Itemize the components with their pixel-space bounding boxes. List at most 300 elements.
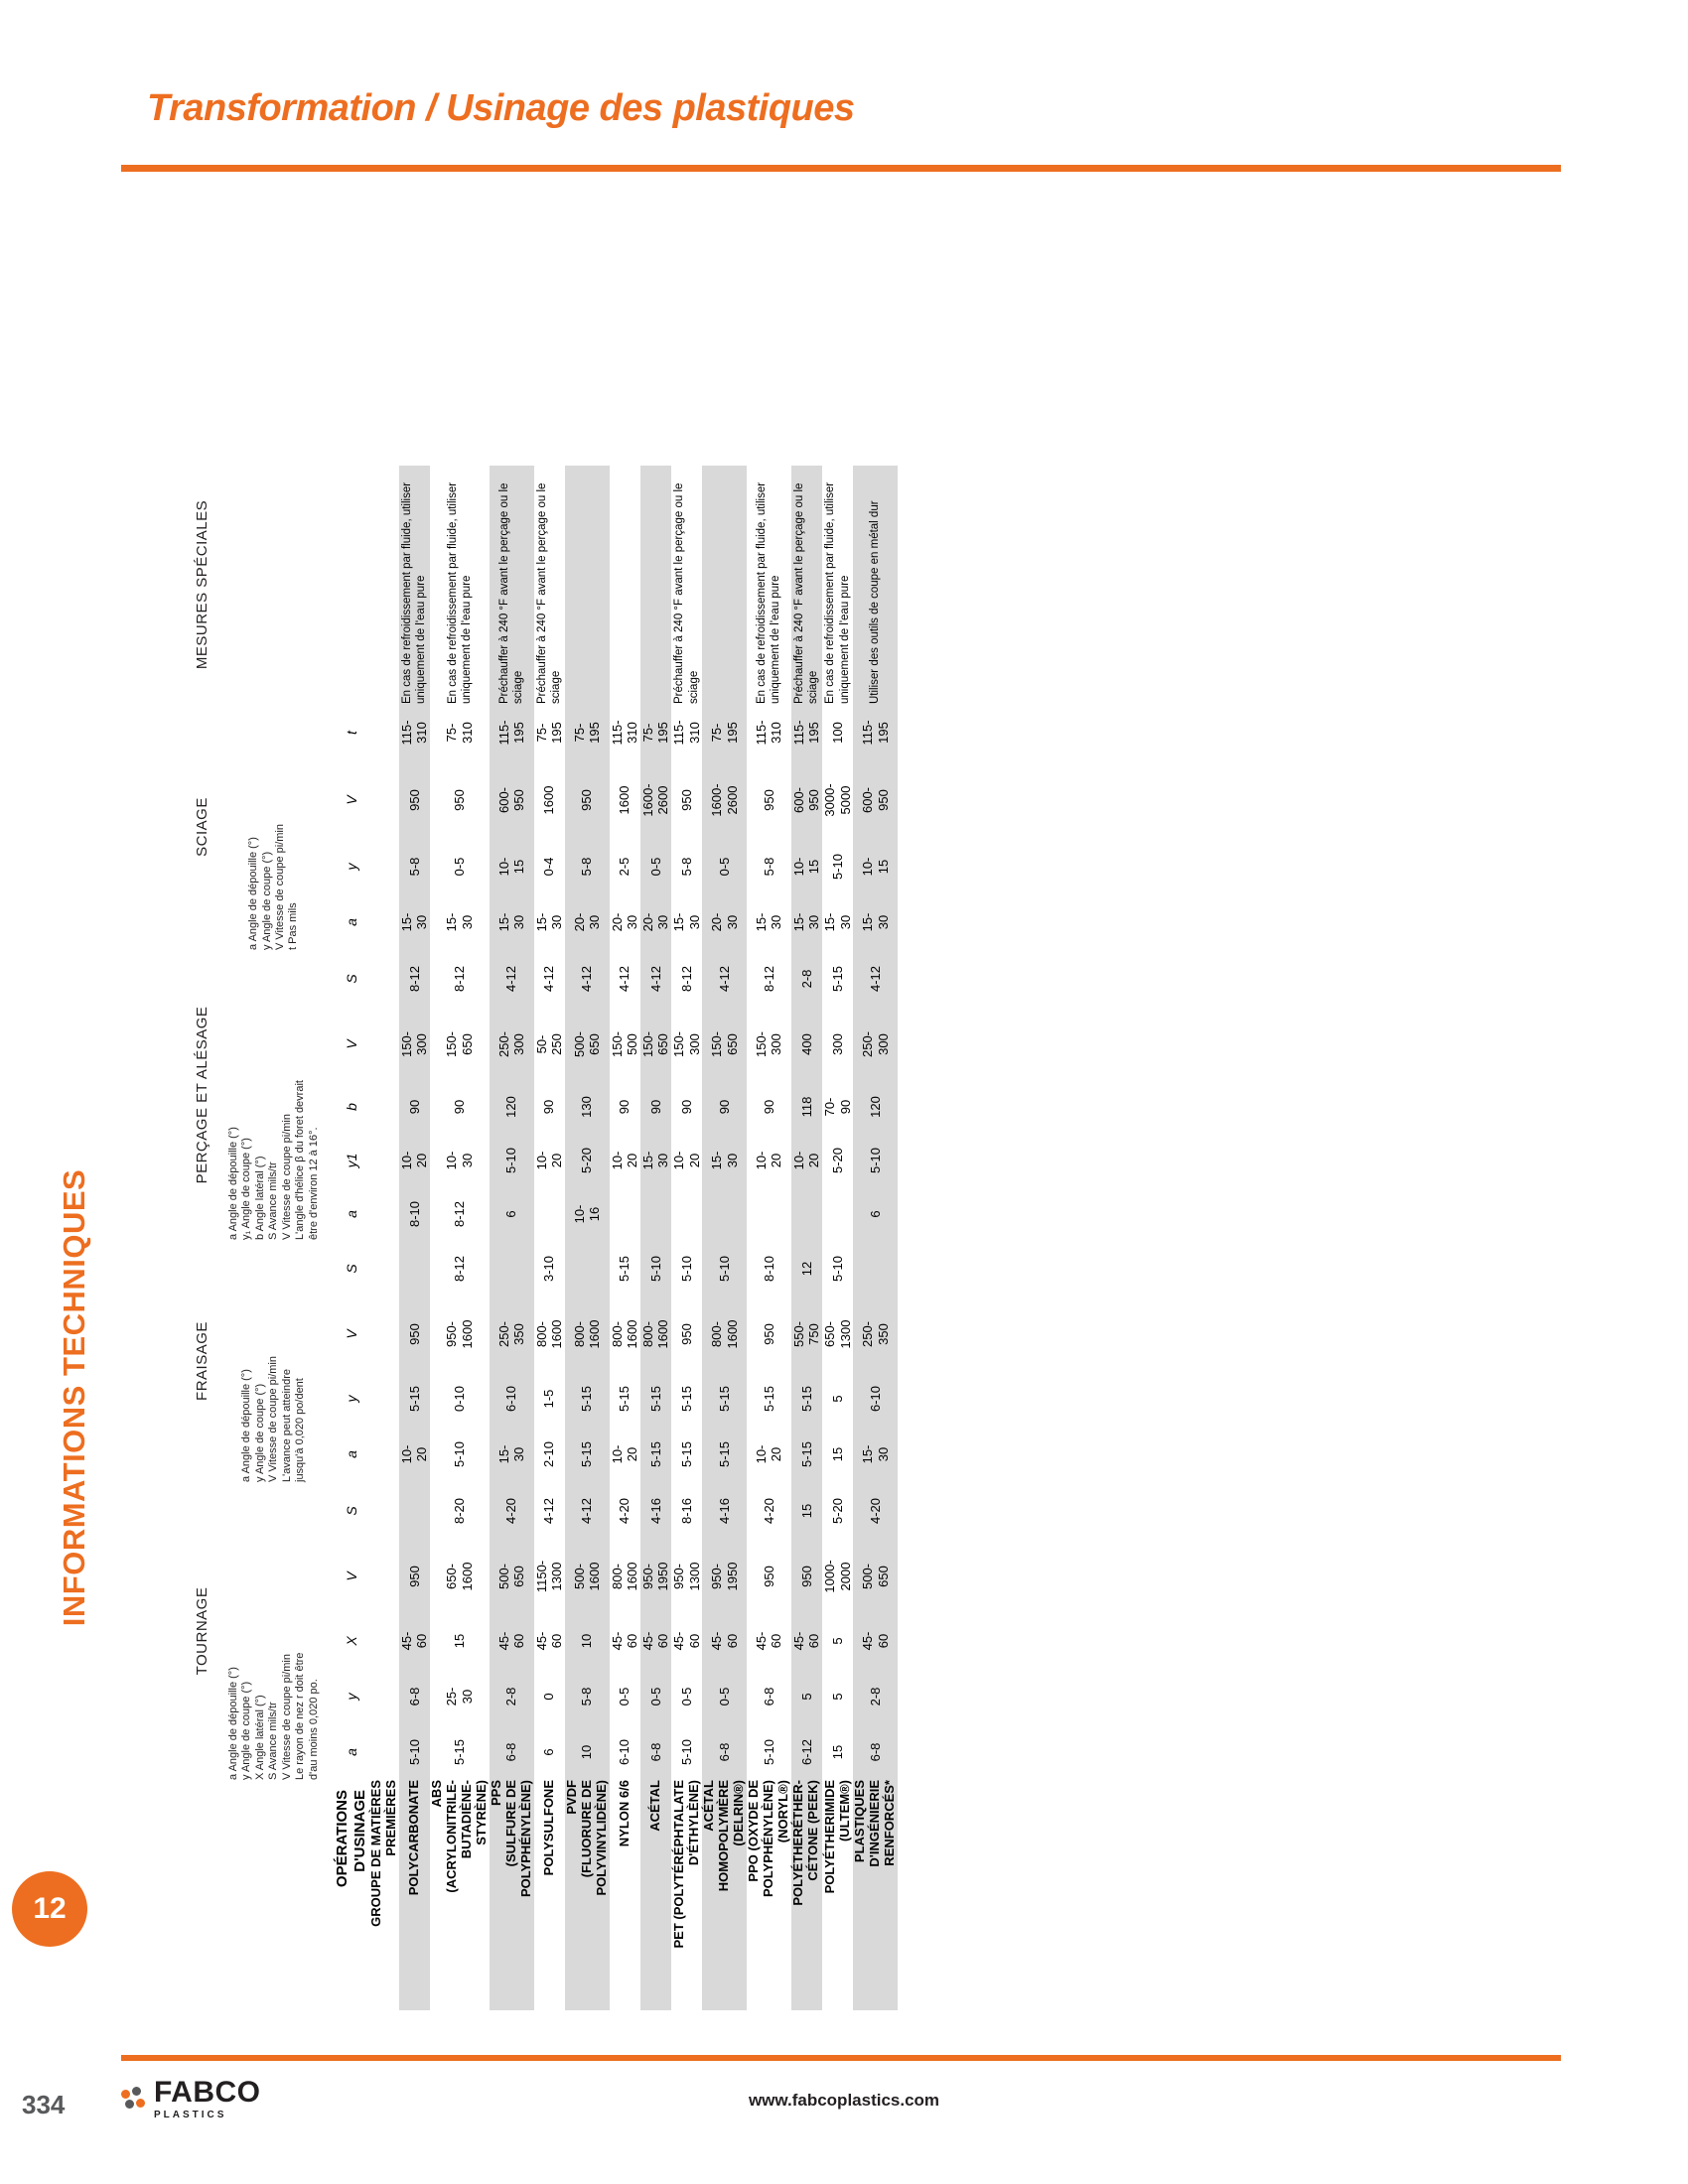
empty-cell: [369, 1613, 399, 1669]
empty-cell: [369, 761, 399, 839]
cell-tournage-a: 6-8: [702, 1724, 747, 1780]
cell-sciage-V: 1600- 2600: [702, 761, 747, 839]
group-header-sciage: SCIAGE: [193, 797, 211, 857]
cell-fraisage-a: 5-15: [640, 1427, 671, 1482]
cell-percage-V: 300: [822, 1008, 853, 1081]
colhead-fraisage-V: V: [344, 1329, 359, 1339]
legend-sciage: a Angle de dépouille (°) y Angle de coupe (°) V Vitesse de coupe pi/min t Pas mils: [247, 824, 300, 950]
cell-sciage-V: 1600- 2600: [640, 761, 671, 839]
cell-tournage-X: 10: [565, 1613, 610, 1669]
cell-percage-b: 90: [702, 1081, 747, 1133]
cell-fraisage-a: 5-15: [702, 1427, 747, 1482]
cell-fraisage-y: 5-15: [610, 1371, 640, 1427]
cell-percage-a: [640, 1188, 671, 1240]
cell-percage-y1: 10- 30: [430, 1133, 490, 1188]
cell-tournage-V: 950- 1950: [640, 1540, 671, 1613]
empty-cell: [369, 1240, 399, 1297]
cell-tournage-y: 5-8: [565, 1669, 610, 1724]
cell-tournage-S: 8-20: [430, 1482, 490, 1540]
cell-fraisage-S: 8-10: [747, 1240, 791, 1297]
cell-tournage-S: 4-16: [702, 1482, 747, 1540]
section-label: INFORMATIONS TECHNIQUES: [57, 1168, 91, 1627]
material-name: POLYÉTHERÉTHER- CÉTONE (PEEK): [791, 1780, 822, 2010]
table-column-header-row: [334, 466, 369, 2010]
cell-fraisage-V: 950: [399, 1297, 430, 1371]
cell-sciage-a: 15- 30: [490, 894, 534, 950]
cell-fraisage-S: [399, 1240, 430, 1297]
cell-fraisage-V: 800- 1600: [702, 1297, 747, 1371]
cell-fraisage-y: 5-15: [640, 1371, 671, 1427]
cell-percage-b: 90: [640, 1081, 671, 1133]
empty-cell: [369, 1540, 399, 1613]
colhead-percage-a: a: [344, 1210, 359, 1218]
cell-sciage-y: 10- 15: [490, 839, 534, 894]
cell-sciage-V: 600- 950: [853, 761, 898, 839]
colhead-tournage-y: y: [344, 1693, 359, 1701]
cell-percage-V: 150- 650: [702, 1008, 747, 1081]
cell-sciage-y: 0-4: [534, 839, 565, 894]
cell-tournage-y: 5: [791, 1669, 822, 1724]
cell-sciage-a: 20- 30: [640, 894, 671, 950]
cell-percage-b: 118: [791, 1081, 822, 1133]
cell-fraisage-y: 5: [822, 1371, 853, 1427]
group-header-fraisage: FRAISAGE: [193, 1321, 211, 1401]
cell-mesures-speciales: [640, 466, 671, 704]
cell-tournage-V: 1000- 2000: [822, 1540, 853, 1613]
group-header-mesures-speciales: MESURES SPÉCIALES: [193, 499, 211, 670]
cell-tournage-X: 45- 60: [747, 1613, 791, 1669]
cell-fraisage-S: 5-10: [671, 1240, 702, 1297]
cell-mesures-speciales: Utiliser des outils de coupe en métal dur: [853, 466, 898, 704]
cell-tournage-V: 500- 1600: [565, 1540, 610, 1613]
cell-tournage-S: 4-20: [853, 1482, 898, 1540]
cell-tournage-y: 0-5: [640, 1669, 671, 1724]
cell-sciage-V: 950: [565, 761, 610, 839]
cell-percage-a: [702, 1188, 747, 1240]
cell-fraisage-y: 5-15: [671, 1371, 702, 1427]
cell-sciage-t: 75- 310: [430, 704, 490, 761]
cell-fraisage-S: [490, 1240, 534, 1297]
cell-percage-a: [791, 1188, 822, 1240]
cell-mesures-speciales: En cas de refroidissement par fluide, utiliser uniquement de l'eau pure: [399, 466, 430, 704]
cell-tournage-a: 6: [534, 1724, 565, 1780]
cell-tournage-a: 15: [822, 1724, 853, 1780]
cell-sciage-a: 15- 30: [399, 894, 430, 950]
cell-sciage-y: 10- 15: [853, 839, 898, 894]
cell-percage-V: 150- 300: [399, 1008, 430, 1081]
empty-cell: [369, 1081, 399, 1133]
cell-sciage-y: 5-8: [671, 839, 702, 894]
chapter-badge: 12: [12, 1871, 87, 1947]
cell-tournage-y: 0-5: [610, 1669, 640, 1724]
cell-tournage-y: 0-5: [702, 1669, 747, 1724]
colhead-percage-b: b: [344, 1103, 359, 1111]
cell-percage-b: 120: [853, 1081, 898, 1133]
cell-tournage-X: 45- 60: [671, 1613, 702, 1669]
table-row: [853, 466, 898, 2010]
empty-cell: [369, 1297, 399, 1371]
material-name: POLYÉTHERIMIDE (ULTEM®): [822, 1780, 853, 2010]
cell-percage-S: 4-12: [610, 950, 640, 1008]
cell-percage-y1: 5-20: [822, 1133, 853, 1188]
table-row: [534, 466, 565, 2010]
cell-percage-b: 90: [534, 1081, 565, 1133]
material-name: PLASTIQUES D'INGÉNIERIE RENFORCÉS*: [853, 1780, 898, 2010]
cell-percage-b: 90: [747, 1081, 791, 1133]
cell-percage-y1: 5-20: [565, 1133, 610, 1188]
cell-sciage-a: 15- 30: [671, 894, 702, 950]
cell-tournage-a: 6-8: [490, 1724, 534, 1780]
cell-tournage-S: 4-20: [610, 1482, 640, 1540]
cell-percage-S: 5-15: [822, 950, 853, 1008]
cell-tournage-S: 4-12: [534, 1482, 565, 1540]
cell-sciage-V: 600- 950: [791, 761, 822, 839]
cell-percage-a: 10- 16: [565, 1188, 610, 1240]
colhead-percage-S: S: [344, 974, 359, 984]
group-header-tournage: TOURNAGE: [193, 1586, 211, 1676]
cell-fraisage-S: [565, 1240, 610, 1297]
legend-mesures-speciales: [214, 466, 334, 704]
cell-sciage-a: 20- 30: [610, 894, 640, 950]
cell-sciage-a: 20- 30: [702, 894, 747, 950]
table-matieres-row: [369, 466, 399, 2010]
table-legend-row: [214, 466, 334, 2010]
colhead-sciage-y: y: [344, 863, 359, 871]
cell-percage-b: 90: [671, 1081, 702, 1133]
cell-sciage-V: 950: [430, 761, 490, 839]
cell-sciage-t: 75- 195: [565, 704, 610, 761]
cell-tournage-a: 5-10: [747, 1724, 791, 1780]
legend-percage: a Angle de dépouille (°) y₁ Angle de coupe (°) b Angle latéral (°) S Avance mils/tr V Vitesse de coupe pi/min L'angle d'hélice β du foret devrait être d'environ 12 à 16°.: [227, 1080, 320, 1240]
logo-subtext: PLASTICS: [154, 2110, 227, 2120]
cell-tournage-X: 45- 60: [610, 1613, 640, 1669]
cell-percage-b: 90: [399, 1081, 430, 1133]
cell-fraisage-V: 250- 350: [490, 1297, 534, 1371]
material-name: PPS (SULFURE DE POLYPHÉNYLÈNE): [490, 1780, 534, 2010]
cell-sciage-y: 0-5: [640, 839, 671, 894]
cell-sciage-t: 115- 195: [490, 704, 534, 761]
cell-percage-y1: 10- 20: [610, 1133, 640, 1188]
cell-tournage-S: 4-12: [565, 1482, 610, 1540]
cell-sciage-V: 1600: [534, 761, 565, 839]
cell-percage-V: 250- 300: [853, 1008, 898, 1081]
footer-divider: [121, 2055, 1561, 2061]
header-divider: [121, 165, 1561, 172]
cell-tournage-a: 10: [565, 1724, 610, 1780]
cell-tournage-X: 45- 60: [490, 1613, 534, 1669]
table-row: [702, 466, 747, 2010]
cell-percage-b: 120: [490, 1081, 534, 1133]
cell-tournage-S: 5-20: [822, 1482, 853, 1540]
cell-tournage-V: 650- 1600: [430, 1540, 490, 1613]
empty-cell: [369, 1133, 399, 1188]
cell-percage-y1: 5-10: [853, 1133, 898, 1188]
cell-fraisage-V: 650- 1300: [822, 1297, 853, 1371]
cell-tournage-a: 6-8: [640, 1724, 671, 1780]
cell-percage-b: 130: [565, 1081, 610, 1133]
cell-sciage-V: 950: [747, 761, 791, 839]
cell-sciage-y: 0-5: [702, 839, 747, 894]
cell-tournage-V: 950: [747, 1540, 791, 1613]
cell-percage-y1: 10- 20: [747, 1133, 791, 1188]
cell-tournage-X: 15: [430, 1613, 490, 1669]
cell-fraisage-y: 5-15: [399, 1371, 430, 1427]
empty-cell: [369, 1371, 399, 1427]
usinage-table: [189, 466, 898, 2010]
cell-percage-S: 8-12: [747, 950, 791, 1008]
cell-percage-V: 150- 650: [430, 1008, 490, 1081]
material-name: PPO (OXYDE DE POLYPHÉNYLÈNE) (NORYL®): [747, 1780, 791, 2010]
cell-tournage-y: 5: [822, 1669, 853, 1724]
cell-mesures-speciales: En cas de refroidissement par fluide, utiliser uniquement de l'eau pure: [430, 466, 490, 704]
cell-tournage-y: 2-8: [853, 1669, 898, 1724]
table-row: [822, 466, 853, 2010]
cell-percage-y1: 10- 20: [534, 1133, 565, 1188]
cell-tournage-a: 5-10: [399, 1724, 430, 1780]
cell-sciage-a: 15- 30: [747, 894, 791, 950]
cell-percage-b: 90: [610, 1081, 640, 1133]
table-group-header-row: [189, 466, 214, 2010]
cell-fraisage-y: 6-10: [490, 1371, 534, 1427]
cell-percage-V: 150- 650: [640, 1008, 671, 1081]
colhead-percage-V: V: [344, 1039, 359, 1049]
cell-percage-V: 500- 650: [565, 1008, 610, 1081]
material-name: POLYSULFONE: [534, 1780, 565, 2010]
cell-percage-S: 4-12: [565, 950, 610, 1008]
cell-fraisage-a: 5-15: [671, 1427, 702, 1482]
cell-fraisage-V: 950: [671, 1297, 702, 1371]
cell-sciage-t: 75- 195: [702, 704, 747, 761]
page-title: Transformation / Usinage des plastiques: [147, 87, 855, 129]
colhead-fraisage-y: y: [344, 1395, 359, 1403]
legend-tournage: a Angle de dépouille (°) y Angle de coupe (°) X Angle latéral (°) S Avance mils/tr V Vitesse de coupe pi/min Le rayon de nez r doit être d'au moins 0,020 po.: [227, 1652, 320, 1780]
cell-tournage-X: 45- 60: [853, 1613, 898, 1669]
cell-sciage-V: 950: [399, 761, 430, 839]
cell-sciage-t: 75- 195: [640, 704, 671, 761]
cell-percage-y1: 10- 20: [399, 1133, 430, 1188]
cell-sciage-y: 5-8: [565, 839, 610, 894]
cell-tournage-S: 4-16: [640, 1482, 671, 1540]
cell-percage-a: [534, 1188, 565, 1240]
cell-sciage-y: 5-10: [822, 839, 853, 894]
empty-cell: [369, 1482, 399, 1540]
cell-sciage-a: 15- 30: [853, 894, 898, 950]
cell-tournage-X: 45- 60: [791, 1613, 822, 1669]
cell-sciage-y: 10- 15: [791, 839, 822, 894]
cell-percage-S: 2-8: [791, 950, 822, 1008]
cell-mesures-speciales: [702, 466, 747, 704]
empty-cell: [369, 894, 399, 950]
cell-tournage-X: 45- 60: [399, 1613, 430, 1669]
cell-tournage-V: 1150- 1300: [534, 1540, 565, 1613]
cell-tournage-V: 950- 1950: [702, 1540, 747, 1613]
cell-sciage-t: 115- 195: [853, 704, 898, 761]
cell-mesures-speciales: [565, 466, 610, 704]
cell-sciage-a: 15- 30: [430, 894, 490, 950]
cell-percage-a: [671, 1188, 702, 1240]
cell-sciage-t: 115- 310: [610, 704, 640, 761]
cell-tournage-a: 5-10: [671, 1724, 702, 1780]
cell-fraisage-S: 12: [791, 1240, 822, 1297]
cell-percage-S: 4-12: [853, 950, 898, 1008]
cell-fraisage-y: 0-10: [430, 1371, 490, 1427]
empty-cell: [369, 1008, 399, 1081]
cell-sciage-t: 115- 310: [671, 704, 702, 761]
cell-percage-b: 90: [430, 1081, 490, 1133]
empty-cell: [369, 466, 399, 704]
cell-sciage-V: 3000- 5000: [822, 761, 853, 839]
groupe-matieres-premieres-label: GROUPE DE MATIÈRES PREMIÈRES: [368, 1780, 398, 1927]
cell-percage-a: [822, 1188, 853, 1240]
cell-fraisage-V: 800- 1600: [565, 1297, 610, 1371]
empty-cell: [369, 704, 399, 761]
cell-tournage-y: 6-8: [399, 1669, 430, 1724]
empty-cell: [369, 950, 399, 1008]
cell-percage-V: 150- 300: [747, 1008, 791, 1081]
cell-percage-S: 4-12: [490, 950, 534, 1008]
cell-fraisage-V: 950- 1600: [430, 1297, 490, 1371]
cell-tournage-V: 800- 1600: [610, 1540, 640, 1613]
cell-sciage-y: 0-5: [430, 839, 490, 894]
footer-url: www.fabcoplastics.com: [748, 2091, 940, 2110]
cell-tournage-X: 45- 60: [702, 1613, 747, 1669]
cell-percage-V: 50- 250: [534, 1008, 565, 1081]
cell-fraisage-a: 15- 30: [490, 1427, 534, 1482]
page-number: 334: [22, 2090, 66, 2119]
cell-percage-S: 4-12: [702, 950, 747, 1008]
cell-fraisage-a: 10- 20: [399, 1427, 430, 1482]
cell-fraisage-S: 5-15: [610, 1240, 640, 1297]
cell-mesures-speciales: En cas de refroidissement par fluide, utiliser uniquement de l'eau pure: [822, 466, 853, 704]
colhead-tournage-V: V: [344, 1571, 359, 1581]
cell-mesures-speciales: En cas de refroidissement par fluide, utiliser uniquement de l'eau pure: [747, 466, 791, 704]
cell-percage-y1: 5-10: [490, 1133, 534, 1188]
cell-sciage-a: 15- 30: [791, 894, 822, 950]
cell-fraisage-V: 800- 1600: [610, 1297, 640, 1371]
cell-percage-a: 6: [853, 1188, 898, 1240]
cell-sciage-a: 15- 30: [822, 894, 853, 950]
cell-percage-y1: 15- 30: [702, 1133, 747, 1188]
cell-fraisage-V: 800- 1600: [534, 1297, 565, 1371]
colhead-mesures-speciales: [334, 466, 369, 704]
group-header-spacer: [189, 1780, 214, 2010]
cell-tournage-y: 0: [534, 1669, 565, 1724]
cell-tournage-V: 950: [791, 1540, 822, 1613]
cell-mesures-speciales: Préchauffer à 240 °F avant le perçage ou le sciage: [534, 466, 565, 704]
colhead-fraisage-a: a: [344, 1450, 359, 1458]
cell-fraisage-y: 1-5: [534, 1371, 565, 1427]
cell-sciage-t: 115- 310: [399, 704, 430, 761]
cell-fraisage-S: 8-12: [430, 1240, 490, 1297]
cell-fraisage-a: 5-10: [430, 1427, 490, 1482]
cell-percage-S: 8-12: [399, 950, 430, 1008]
cell-tournage-V: 500- 650: [490, 1540, 534, 1613]
cell-tournage-V: 950- 1300: [671, 1540, 702, 1613]
cell-sciage-y: 5-8: [399, 839, 430, 894]
cell-percage-y1: 15- 30: [640, 1133, 671, 1188]
colhead-sciage-a: a: [344, 918, 359, 926]
cell-fraisage-S: 5-10: [822, 1240, 853, 1297]
cell-percage-V: 150- 300: [671, 1008, 702, 1081]
cell-mesures-speciales: Préchauffer à 240 °F avant le perçage ou le sciage: [490, 466, 534, 704]
cell-percage-a: 8-10: [399, 1188, 430, 1240]
cell-fraisage-a: 10- 20: [747, 1427, 791, 1482]
cell-sciage-a: 20- 30: [565, 894, 610, 950]
material-name: PET (POLYTÉRÉPHTALATE D'ÉTHYLÈNE): [671, 1780, 702, 2010]
cell-sciage-V: 1600: [610, 761, 640, 839]
table-row: [747, 466, 791, 2010]
cell-tournage-S: 8-16: [671, 1482, 702, 1540]
cell-tournage-y: 0-5: [671, 1669, 702, 1724]
cell-percage-a: 6: [490, 1188, 534, 1240]
cell-fraisage-y: 6-10: [853, 1371, 898, 1427]
table-row: [399, 466, 430, 2010]
cell-fraisage-a: 5-15: [791, 1427, 822, 1482]
empty-cell: [369, 1188, 399, 1240]
cell-tournage-V: 500- 650: [853, 1540, 898, 1613]
cell-fraisage-S: 5-10: [702, 1240, 747, 1297]
cell-mesures-speciales: Préchauffer à 240 °F avant le perçage ou le sciage: [791, 466, 822, 704]
cell-fraisage-S: 5-10: [640, 1240, 671, 1297]
cell-fraisage-y: 5-15: [702, 1371, 747, 1427]
empty-cell: [369, 839, 399, 894]
cell-sciage-t: 115- 310: [747, 704, 791, 761]
cell-percage-y1: 10- 20: [671, 1133, 702, 1188]
cell-percage-y1: 10- 20: [791, 1133, 822, 1188]
colhead-tournage-a: a: [344, 1748, 359, 1756]
colhead-fraisage-S: S: [344, 1264, 359, 1274]
cell-mesures-speciales: [610, 466, 640, 704]
operations-header: OPÉRATIONS D'USINAGE: [334, 1790, 368, 1888]
cell-fraisage-S: 3-10: [534, 1240, 565, 1297]
cell-sciage-a: 15- 30: [534, 894, 565, 950]
material-name: ACÉTAL: [640, 1780, 671, 2010]
empty-cell: [369, 1427, 399, 1482]
cell-tournage-S: 4-20: [490, 1482, 534, 1540]
cell-percage-S: 4-12: [640, 950, 671, 1008]
cell-fraisage-a: 15- 30: [853, 1427, 898, 1482]
colhead-sciage-t: t: [344, 731, 359, 735]
cell-tournage-a: 6-12: [791, 1724, 822, 1780]
cell-percage-a: [610, 1188, 640, 1240]
cell-fraisage-y: 5-15: [565, 1371, 610, 1427]
material-name: NYLON 6/6: [610, 1780, 640, 2010]
cell-tournage-S: 15: [791, 1482, 822, 1540]
cell-sciage-t: 75- 195: [534, 704, 565, 761]
colhead-tournage-S: S: [344, 1506, 359, 1516]
cell-fraisage-a: 15: [822, 1427, 853, 1482]
cell-fraisage-V: 800- 1600: [640, 1297, 671, 1371]
cell-fraisage-y: 5-15: [791, 1371, 822, 1427]
cell-tournage-X: 45- 60: [640, 1613, 671, 1669]
cell-tournage-y: 25- 30: [430, 1669, 490, 1724]
group-header-percage: PERÇAGE ET ALÉSAGE: [193, 1006, 211, 1184]
cell-percage-a: 8-12: [430, 1188, 490, 1240]
cell-percage-a: [747, 1188, 791, 1240]
table-row: [430, 466, 490, 2010]
table-row: [565, 466, 610, 2010]
cell-sciage-y: 2-5: [610, 839, 640, 894]
cell-fraisage-a: 5-15: [565, 1427, 610, 1482]
cell-fraisage-V: 550- 750: [791, 1297, 822, 1371]
cell-fraisage-S: [853, 1240, 898, 1297]
machining-parameters-table: [189, 213, 1499, 2010]
table-row: [610, 466, 640, 2010]
colhead-tournage-X: X: [344, 1636, 359, 1646]
cell-tournage-y: 2-8: [490, 1669, 534, 1724]
colhead-percage-y1: y1: [344, 1153, 359, 1168]
cell-percage-S: 8-12: [430, 950, 490, 1008]
